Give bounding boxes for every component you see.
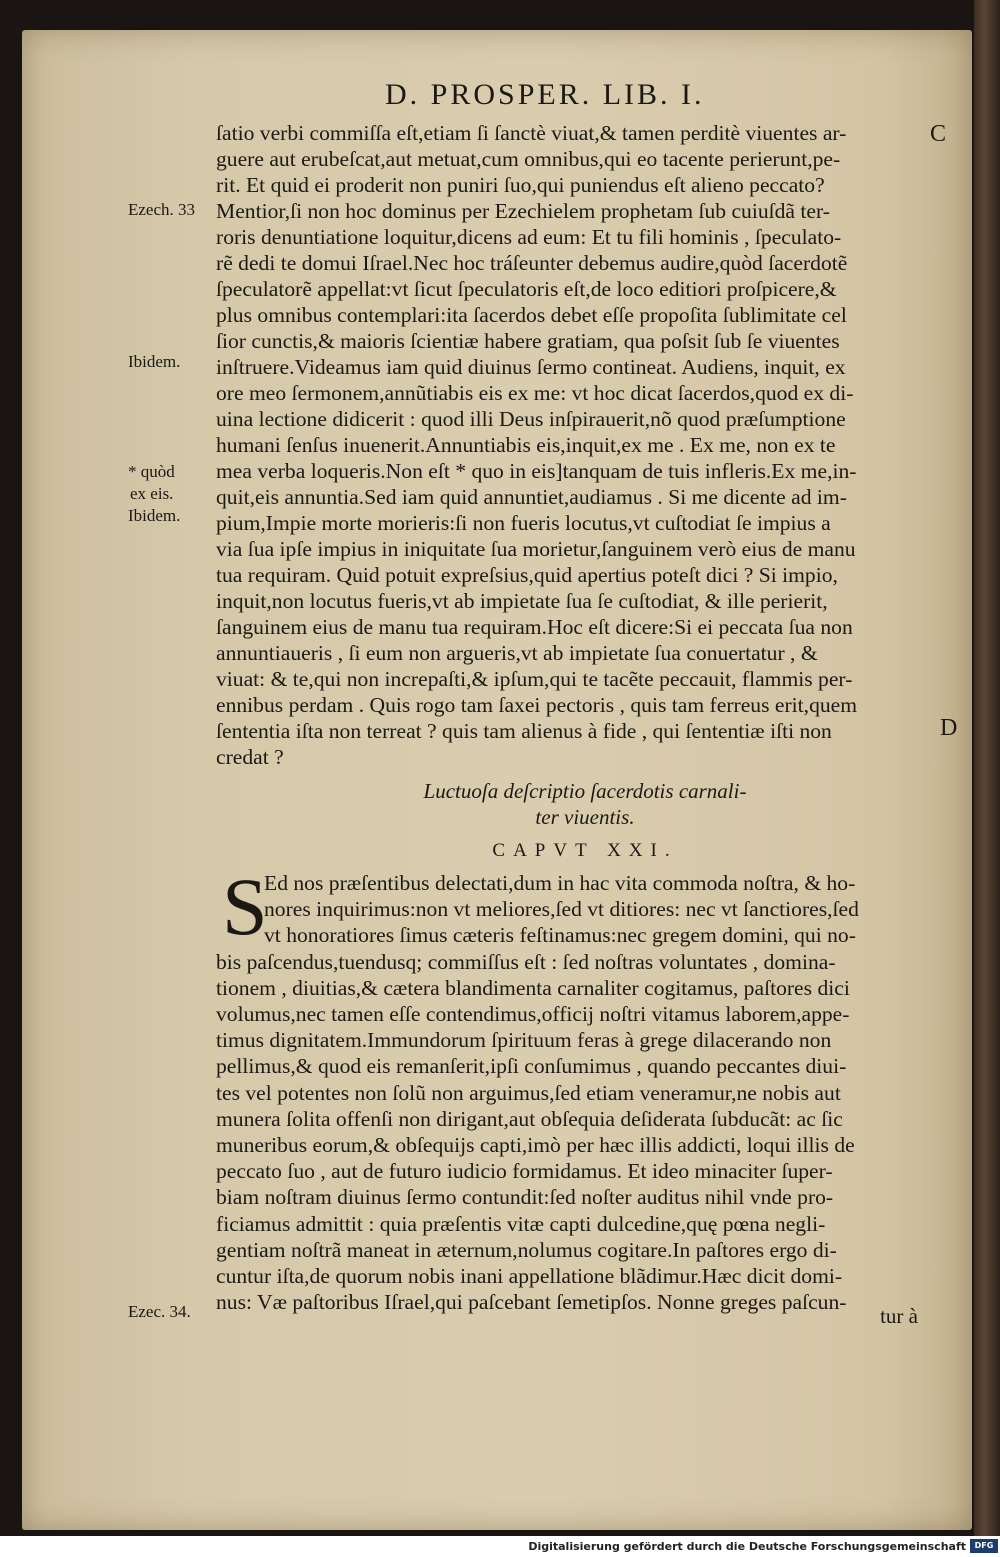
text-line: vt honoratiores ſimus cæteris feſtinamus:nec gregem domini, qui no- <box>264 923 856 948</box>
text-line: inquit,non locutus fueris,vt ab impietate ſua ſe cuſtodiat, & ille perierit, <box>216 589 828 613</box>
text-line: ſanguinem eius de manu tua requiram.Hoc eſt dicere:Si ei peccata ſua non <box>216 615 853 639</box>
text-line: uina lectione didicerit : quod illi Deus inſpirauerit,nõ quod præſumptione <box>216 407 846 431</box>
text-line: ſententia iſta non terreat ? quis tam alienus à fide , qui ſententiæ iſti non <box>216 719 832 743</box>
text-line: ore meo ſermonem,annũtiabis eis ex me: vt hoc dicat ſacerdos,quod ex di- <box>216 381 854 405</box>
text-line: ſior cunctis,& maioris ſcientiæ habere gratiam, qua poſsit ſub ſe viuentes <box>216 329 840 353</box>
text-line: roris denuntiatione loquitur,dicens ad eum: Et tu fili hominis , ſpeculato- <box>216 225 842 249</box>
margin-note-ibidem-2: Ibidem. <box>128 506 181 525</box>
text-line: viuat: & te,qui non increpaſti,& ipſum,qui te tacẽte peccauit, flammis per- <box>216 667 853 691</box>
section-letter-c: C <box>930 121 947 147</box>
text-line: nus: Væ paſtoribus Iſrael,qui paſcebant ſemetipſos. Nonne greges paſcun- <box>216 1290 847 1315</box>
text-line: pellimus,& quod eis remanſerit,ipſi conſumimus , quando peccantes diui- <box>216 1054 847 1079</box>
text-line: ſpeculatorẽ appellat:vt ſicut ſpeculatoris eſt,de loco editiori proſpicere,& <box>216 277 837 301</box>
text-line: annuntiaueris , ſi eum non argueris,vt ab impietate ſua conuertatur , & <box>216 641 818 665</box>
text-line: tua requiram. Quid potuit expreſsius,quid apertius poteſt dici ? Si impio, <box>216 563 838 587</box>
text-line: guere aut erubeſcat,aut metuat,cum omnibus,qui eo tacente perierunt,pe- <box>216 147 841 171</box>
text-line: tionem , diuitias,& cætera blandimenta carnaliter cogitamus, paſtores dici <box>216 975 850 1000</box>
text-line: credat ? <box>216 745 284 769</box>
text-line: muneribus eorum,& obſequijs capti,imò per hæc illis addicti, loqui illis de <box>216 1133 855 1158</box>
chapter-heading-line: Luctuoſa deſcriptio ſacerdotis carnali- <box>423 779 747 803</box>
text-line: Ed nos præſentibus delectati,dum in hac vita commoda noſtra, & ho- <box>264 871 856 895</box>
catchword: tur à <box>880 1304 918 1328</box>
text-line: ficiamus admittit : quia præſentis vitæ capti dulcedine,quę pœna negli- <box>216 1211 826 1236</box>
footer-credit-text: Digitalisierung gefördert durch die Deutsche Forschungsgemeinschaft <box>528 1540 966 1553</box>
body-text-main <box>216 120 928 770</box>
text-line: cuntur iſta,de quorum nobis inani appellatione blãdimur.Hæc dicit domi- <box>216 1264 843 1289</box>
text-line: rit. Et quid ei proderit non puniri ſuo,qui puniendus eſt alieno peccato? <box>216 173 825 197</box>
text-line: nores inquirimus:non vt meliores,ſed vt ditiores: nec vt ſanctiores,ſed <box>264 897 859 922</box>
text-line: ennibus perdam . Quis rogo tam ſaxei pectoris , quis tam ferreus erit,quem <box>216 693 858 717</box>
text-line: volumus,nec tamen eſſe contendimus,officij noſtri vitamus laborem,appe- <box>216 1002 850 1027</box>
text-line: rẽ dedi te domui Iſrael.Nec hoc tráſeunter debemus audire,quòd ſacerdotẽ <box>216 251 848 275</box>
digitization-footer <box>0 1536 1000 1557</box>
chapter-heading-line: ter viuentis. <box>535 805 635 829</box>
chapter-number: CAPVT XXI. <box>492 840 678 861</box>
text-line: timus dignitatem.Immundorum ſpirituum feras à grege dilacerando non <box>216 1028 832 1053</box>
text-line: plus omnibus contemplari:ita ſacerdos debet eſſe propoſita ſublimitate cel <box>216 303 847 327</box>
text-line: bis paſcendus,tuendusq; commiſſus eſt : ſed noſtras voluntates , domina- <box>216 949 836 974</box>
drop-cap-initial: S <box>222 861 268 952</box>
margin-note-ezec-34: Ezec. 34. <box>128 1302 191 1321</box>
margin-note-quod: * quòd <box>128 462 175 481</box>
text-line: gentiam noſtrã maneat in æternum,nolumus cogitare.In paſtores ergo di- <box>216 1237 837 1262</box>
margin-note-ibidem: Ibidem. <box>128 352 181 371</box>
section-letter-d: D <box>940 715 958 741</box>
text-line: pium,Impie morte morieris:ſi non fueris locutus,vt cuſtodiat ſe impius a <box>216 511 831 535</box>
page-edge <box>974 0 1000 1536</box>
text-line: mea verba loqueris.Non eſt * quo in eis]tanquam de tuis infleris.Ex me,in- <box>216 459 857 483</box>
text-line: inſtruere.Videamus iam quid diuinus ſermo contineat. Audiens, inquit, ex <box>216 355 846 379</box>
text-line: munera ſolita offenſi non dirigant,aut obſequia deſiderata ſubducãt: ac ſic <box>216 1106 843 1131</box>
body-text-chapter <box>216 870 928 1315</box>
text-line: biam noſtram diuinus ſermo contundit:ſed noſter auditus nihil vnde pro- <box>216 1185 834 1210</box>
text-line: quit,eis annuntia.Sed iam quid annuntiet,audiamus . Si me dicente ad im- <box>216 485 847 509</box>
dfg-logo-icon: DFG <box>970 1539 998 1553</box>
text-line: peccato ſuo , aut de futuro iudicio formidamus. Et ideo minaciter ſuper- <box>216 1159 833 1184</box>
text-line: via ſua ipſe impius in iniquitate ſua morietur,ſanguinem verò eius de manu <box>216 537 856 561</box>
text-line: Mentior,ſi non hoc dominus per Ezechielem prophetam ſub cuiuſdã ter- <box>216 199 830 223</box>
text-line: tes vel potentes non ſolũ non arguimus,ſed etiam veneramur,ne nobis aut <box>216 1080 841 1105</box>
running-head: D. PROSPER. LIB. I. <box>385 78 705 111</box>
chapter-heading <box>300 778 870 830</box>
text-line: ſatio verbi commiſſa eſt,etiam ſi ſanctè viuat,& tamen perditè viuentes ar- <box>216 121 847 145</box>
margin-note-ex-eis: ex eis. <box>130 484 174 503</box>
margin-note-ezech-33: Ezech. 33 <box>128 200 196 219</box>
text-line: humani ſenſus inuenerit.Annuntiabis eis,inquit,ex me . Ex me, non ex te <box>216 433 836 457</box>
